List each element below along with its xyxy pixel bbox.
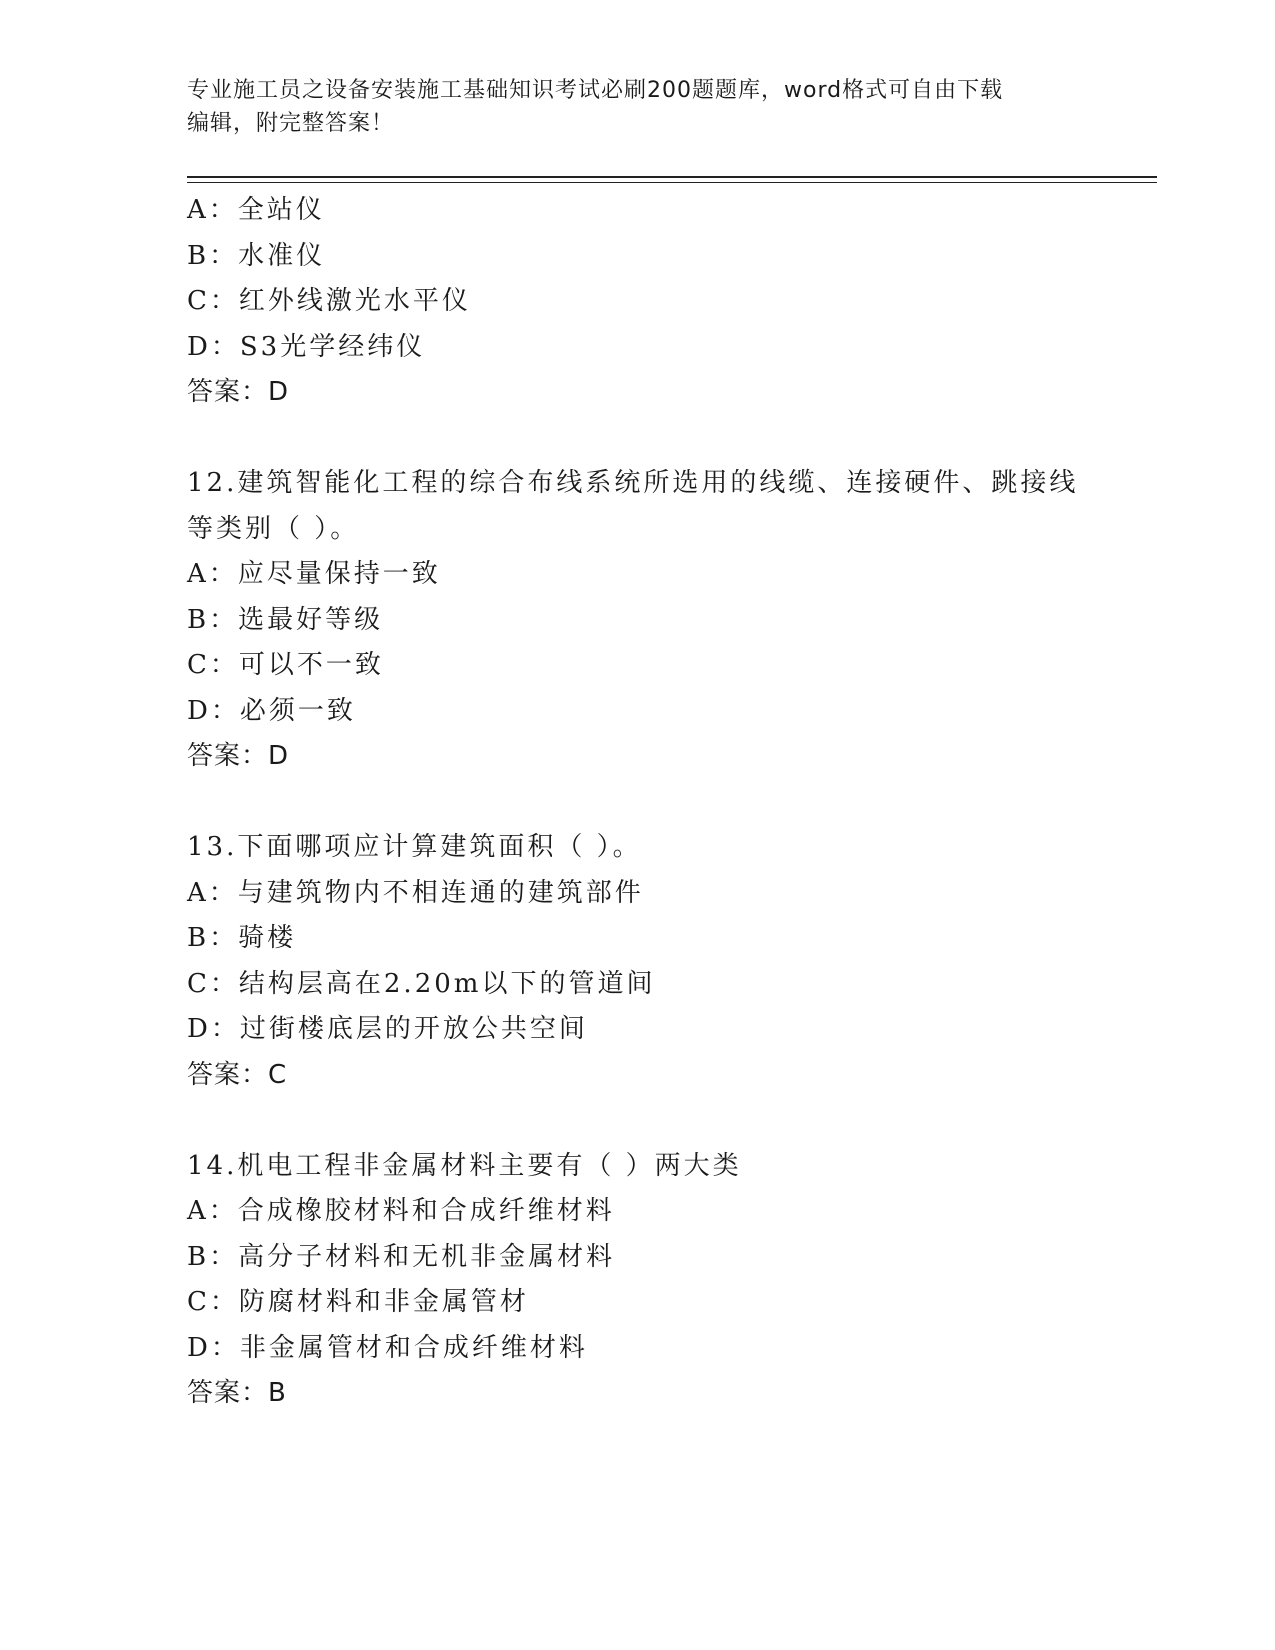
question-12 [187, 461, 1157, 780]
answer: 答案：D [187, 377, 290, 407]
question-11 [187, 188, 1157, 416]
question-14 [187, 1144, 1157, 1417]
header-title-line-2: 编辑，附完整答案！ [187, 111, 395, 136]
option-c: C：防腐材料和非金属管材 [187, 1287, 529, 1317]
option-d: D：S3光学经纬仪 [187, 331, 426, 362]
option-c: C：可以不一致 [187, 650, 384, 680]
option-c: C：结构层高在2.20m以下的管道间 [187, 968, 656, 999]
option-d: D：非金属管材和合成纤维材料 [187, 1332, 588, 1363]
option-c: C：红外线激光水平仪 [187, 286, 471, 316]
option-b: B：骑楼 [187, 923, 297, 953]
answer: 答案：C [187, 1059, 288, 1090]
option-b: B：选最好等级 [187, 604, 384, 635]
option-a: A：全站仪 [187, 195, 325, 225]
document-header [187, 74, 1087, 140]
option-b: B：水准仪 [187, 240, 326, 271]
question-stem-line-2: 等类别（ ）。 [187, 513, 360, 544]
answer: 答案：B [187, 1378, 287, 1408]
spacer [187, 1098, 1157, 1144]
option-a: A：应尽量保持一致 [187, 559, 441, 589]
option-a: A：与建筑物内不相连通的建筑部件 [187, 877, 644, 908]
question-stem-line-1: 12.建筑智能化工程的综合布线系统所选用的线缆、连接硬件、跳接线 [187, 468, 1079, 498]
spacer [187, 780, 1157, 826]
question-stem: 14.机电工程非金属材料主要有（ ）两大类 [187, 1150, 742, 1181]
spacer [187, 416, 1157, 462]
question-stem: 13.下面哪项应计算建筑面积（ ）。 [187, 832, 642, 862]
question-list [187, 188, 1157, 1417]
option-d: D：必须一致 [187, 695, 356, 726]
option-b: B：高分子材料和无机非金属材料 [187, 1241, 616, 1272]
header-title-line-1: 专业施工员之设备安装施工基础知识考试必刷200题题库，word格式可自由下载 [187, 78, 1004, 103]
header-rule-thick [187, 176, 1157, 178]
option-a: A：合成橡胶材料和合成纤维材料 [187, 1196, 615, 1226]
answer: 答案：D [187, 741, 290, 771]
question-13 [187, 825, 1157, 1098]
option-d: D：过街楼底层的开放公共空间 [187, 1014, 588, 1044]
header-rule-thin [187, 182, 1157, 183]
